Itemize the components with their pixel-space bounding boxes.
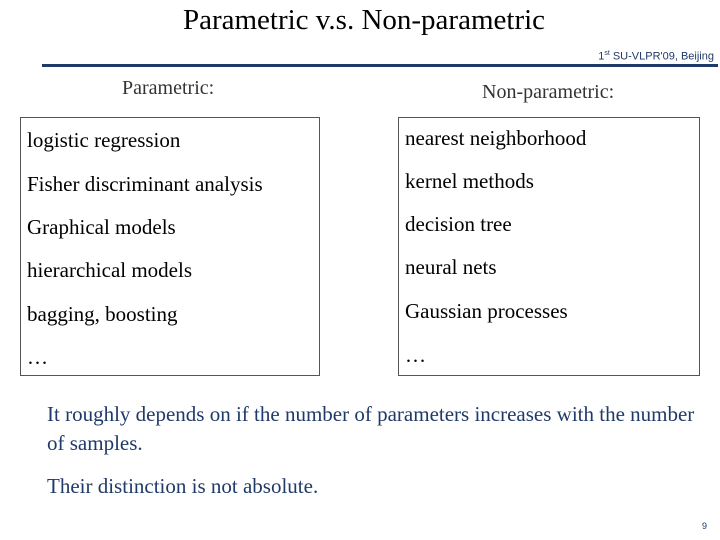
page-number: 9 xyxy=(701,521,707,531)
header-note-ordinal-suffix: st xyxy=(604,50,610,57)
nonparametric-heading: Non-parametric: xyxy=(482,81,615,103)
list-item: neural nets xyxy=(405,255,497,279)
list-item: Gaussian processes xyxy=(405,299,568,323)
list-item: hierarchical models xyxy=(27,258,193,282)
note-parameters: It roughly depends on if the number of parameters increases with the number of samples. xyxy=(47,402,695,455)
parametric-list xyxy=(20,117,320,376)
nonparametric-list xyxy=(398,117,700,376)
list-item: Graphical models xyxy=(27,215,176,239)
list-item: nearest neighborhood xyxy=(405,126,587,150)
list-item: decision tree xyxy=(405,212,512,236)
list-item: logistic regression xyxy=(27,128,181,152)
parametric-heading: Parametric: xyxy=(122,77,215,99)
header-note-ordinal: 1 xyxy=(598,50,605,63)
list-item: Fisher discriminant analysis xyxy=(27,172,263,196)
list-item: bagging, boosting xyxy=(27,302,178,326)
list-item: … xyxy=(27,345,48,369)
note-distinction: Their distinction is not absolute. xyxy=(47,474,319,498)
list-item: kernel methods xyxy=(405,169,534,193)
list-item: … xyxy=(405,343,426,367)
header-note xyxy=(598,50,714,63)
slide-title: Parametric v.s. Non-parametric xyxy=(182,4,546,36)
title-divider xyxy=(42,64,718,67)
header-note-event: SU-VLPR'09, Beijing xyxy=(609,50,714,63)
